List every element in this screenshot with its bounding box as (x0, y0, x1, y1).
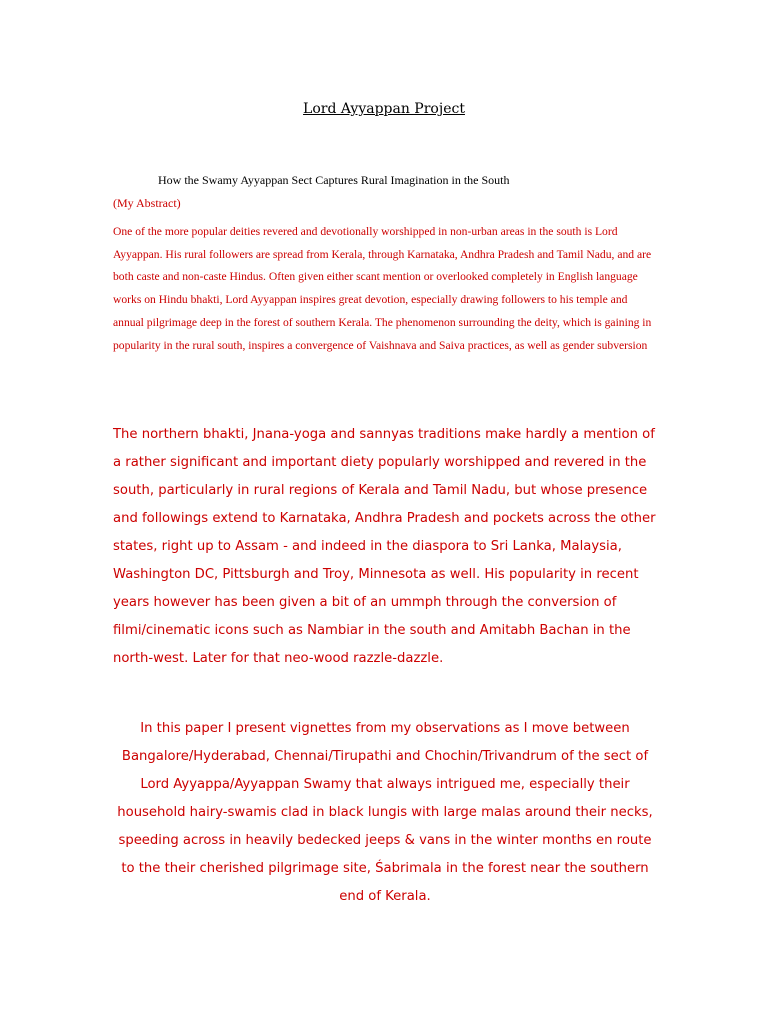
abstract-text: One of the more popular deities revered and devotionally worshipped in non-urban areas in the south is Lord Ayyappan. His rural followers are spread from Kerala, through Karnataka, Andhra Pradesh and Tamil Nadu, and are both caste and non-caste Hindus. Often given either scant mention or overlooked completely in English language works on Hindu bhakti, Lord Ayyappan inspires great devotion, especially drawing followers to his temple and annual pilgrimage deep in the forest of southern Kerala. The phenomenon surrounding the deity, which is gaining in popularity in the rural south, inspires a convergence of Vaishnava and Saiva practices, as well as gender subversion (113, 225, 652, 352)
abstract-label: (My Abstract) (113, 196, 181, 210)
document-subtitle: How the Swamy Ayyappan Sect Captures Rural Imagination in the South (158, 173, 510, 187)
document-title: Lord Ayyappan Project (303, 101, 465, 117)
body-paragraph-2: In this paper I present vignettes from my observations as I move between Bangalore/Hyderabad, Chennai/Tirupathi and Chochin/Trivandrum of the sect of Lord Ayyappa/Ayyappan Swamy that always intrigued me, especially their household hairy-swamis clad in black lungis with large malas around their necks, speeding across in heavily bedecked jeeps & vans in the winter months en route to the their cherished pilgrimage site, Śabrimala in the forest near the southern end of Kerala. (117, 721, 653, 904)
body-paragraph-1: The northern bhakti, Jnana-yoga and sannyas traditions make hardly a mention of a rather significant and important diety popularly worshipped and revered in the south, particularly in rural regions of Kerala and Tamil Nadu, but whose presence and followings extend to Karnataka, Andhra Pradesh and pockets across the other states, right up to Assam - and indeed in the diaspora to Sri Lanka, Malaysia, Washington DC, Pittsburgh and Troy, Minnesota as well. His popularity in recent years however has been given a bit of an ummph through the conversion of filmi/cinematic icons such as Nambiar in the south and Amitabh Bachan in the north-west. Later for that neo-wood razzle-dazzle. (113, 427, 656, 666)
